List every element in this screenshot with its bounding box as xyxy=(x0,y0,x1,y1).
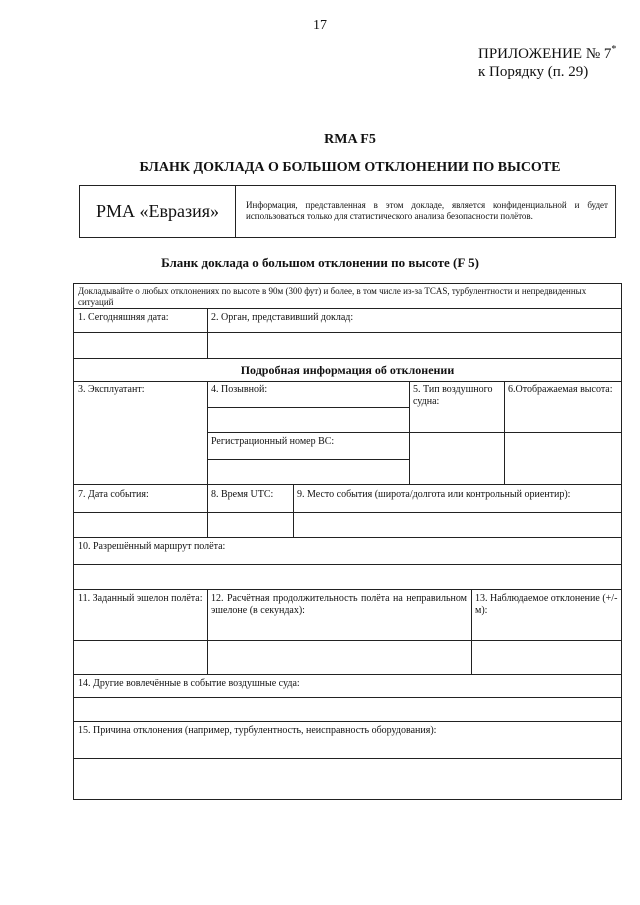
field-2-label: 2. Орган, представивший доклад: xyxy=(211,312,354,323)
field-6-label: 6.Отображаемая высота: xyxy=(508,384,613,395)
confidentiality-notice: Информация, представленная в этом докладе, является конфиденциальной и будет использоваться только для статистического анализа безопасности полётов. xyxy=(246,200,608,221)
field-12-label: 12. Расчётная продолжительность полёта на неправильном эшелоне (в секундах): xyxy=(211,593,467,616)
form-code: RMA F5 xyxy=(324,132,376,147)
form-title: Бланк доклада о большом отклонении по высоте (F 5) xyxy=(161,255,479,270)
appendix-title-text: ПРИЛОЖЕНИЕ № 7 xyxy=(478,46,612,62)
field-10-label: 10. Разрешённый маршрут полёта: xyxy=(78,541,226,552)
page-number: 17 xyxy=(313,18,327,33)
appendix-mark: * xyxy=(611,44,617,55)
field-13-label: 13. Наблюдаемое отклонение (+/- м): xyxy=(475,593,618,616)
form-instructions: Докладывайте о любых отклонениях по высоте в 90м (300 фут) и более, в том числе из-за TCAS, турбулентности и непредвиденных ситуаций xyxy=(78,286,587,307)
field-9-label: 9. Место события (широта/долгота или контрольный ориентир): xyxy=(297,489,571,500)
field-registration-label: Регистрационный номер ВС: xyxy=(211,436,335,447)
field-11-label: 11. Заданный эшелон полёта: xyxy=(78,593,203,604)
appendix-title xyxy=(478,44,616,63)
field-5-label: 5. Тип воздушного судна: xyxy=(413,384,493,407)
field-15-label: 15. Причина отклонения (например, турбулентность, неисправность оборудования): xyxy=(78,725,437,736)
document-title: БЛАНК ДОКЛАДА О БОЛЬШОМ ОТКЛОНЕНИИ ПО ВЫСОТЕ xyxy=(139,160,561,175)
field-4-label: 4. Позывной: xyxy=(211,384,268,395)
header-box xyxy=(79,185,616,238)
appendix-reference: к Порядку (п. 29) xyxy=(478,64,589,80)
report-form xyxy=(73,283,622,800)
field-3-label: 3. Эксплуатант: xyxy=(78,384,145,395)
field-7-label: 7. Дата события: xyxy=(78,489,149,500)
field-14-label: 14. Другие вовлечённые в событие воздушные суда: xyxy=(78,678,300,689)
organization-name: РМА «Евразия» xyxy=(80,186,236,237)
section-title: Подробная информация об отклонении xyxy=(240,363,455,377)
field-8-label: 8. Время UTC: xyxy=(211,489,274,500)
field-1-label: 1. Сегодняшняя дата: xyxy=(78,312,169,323)
